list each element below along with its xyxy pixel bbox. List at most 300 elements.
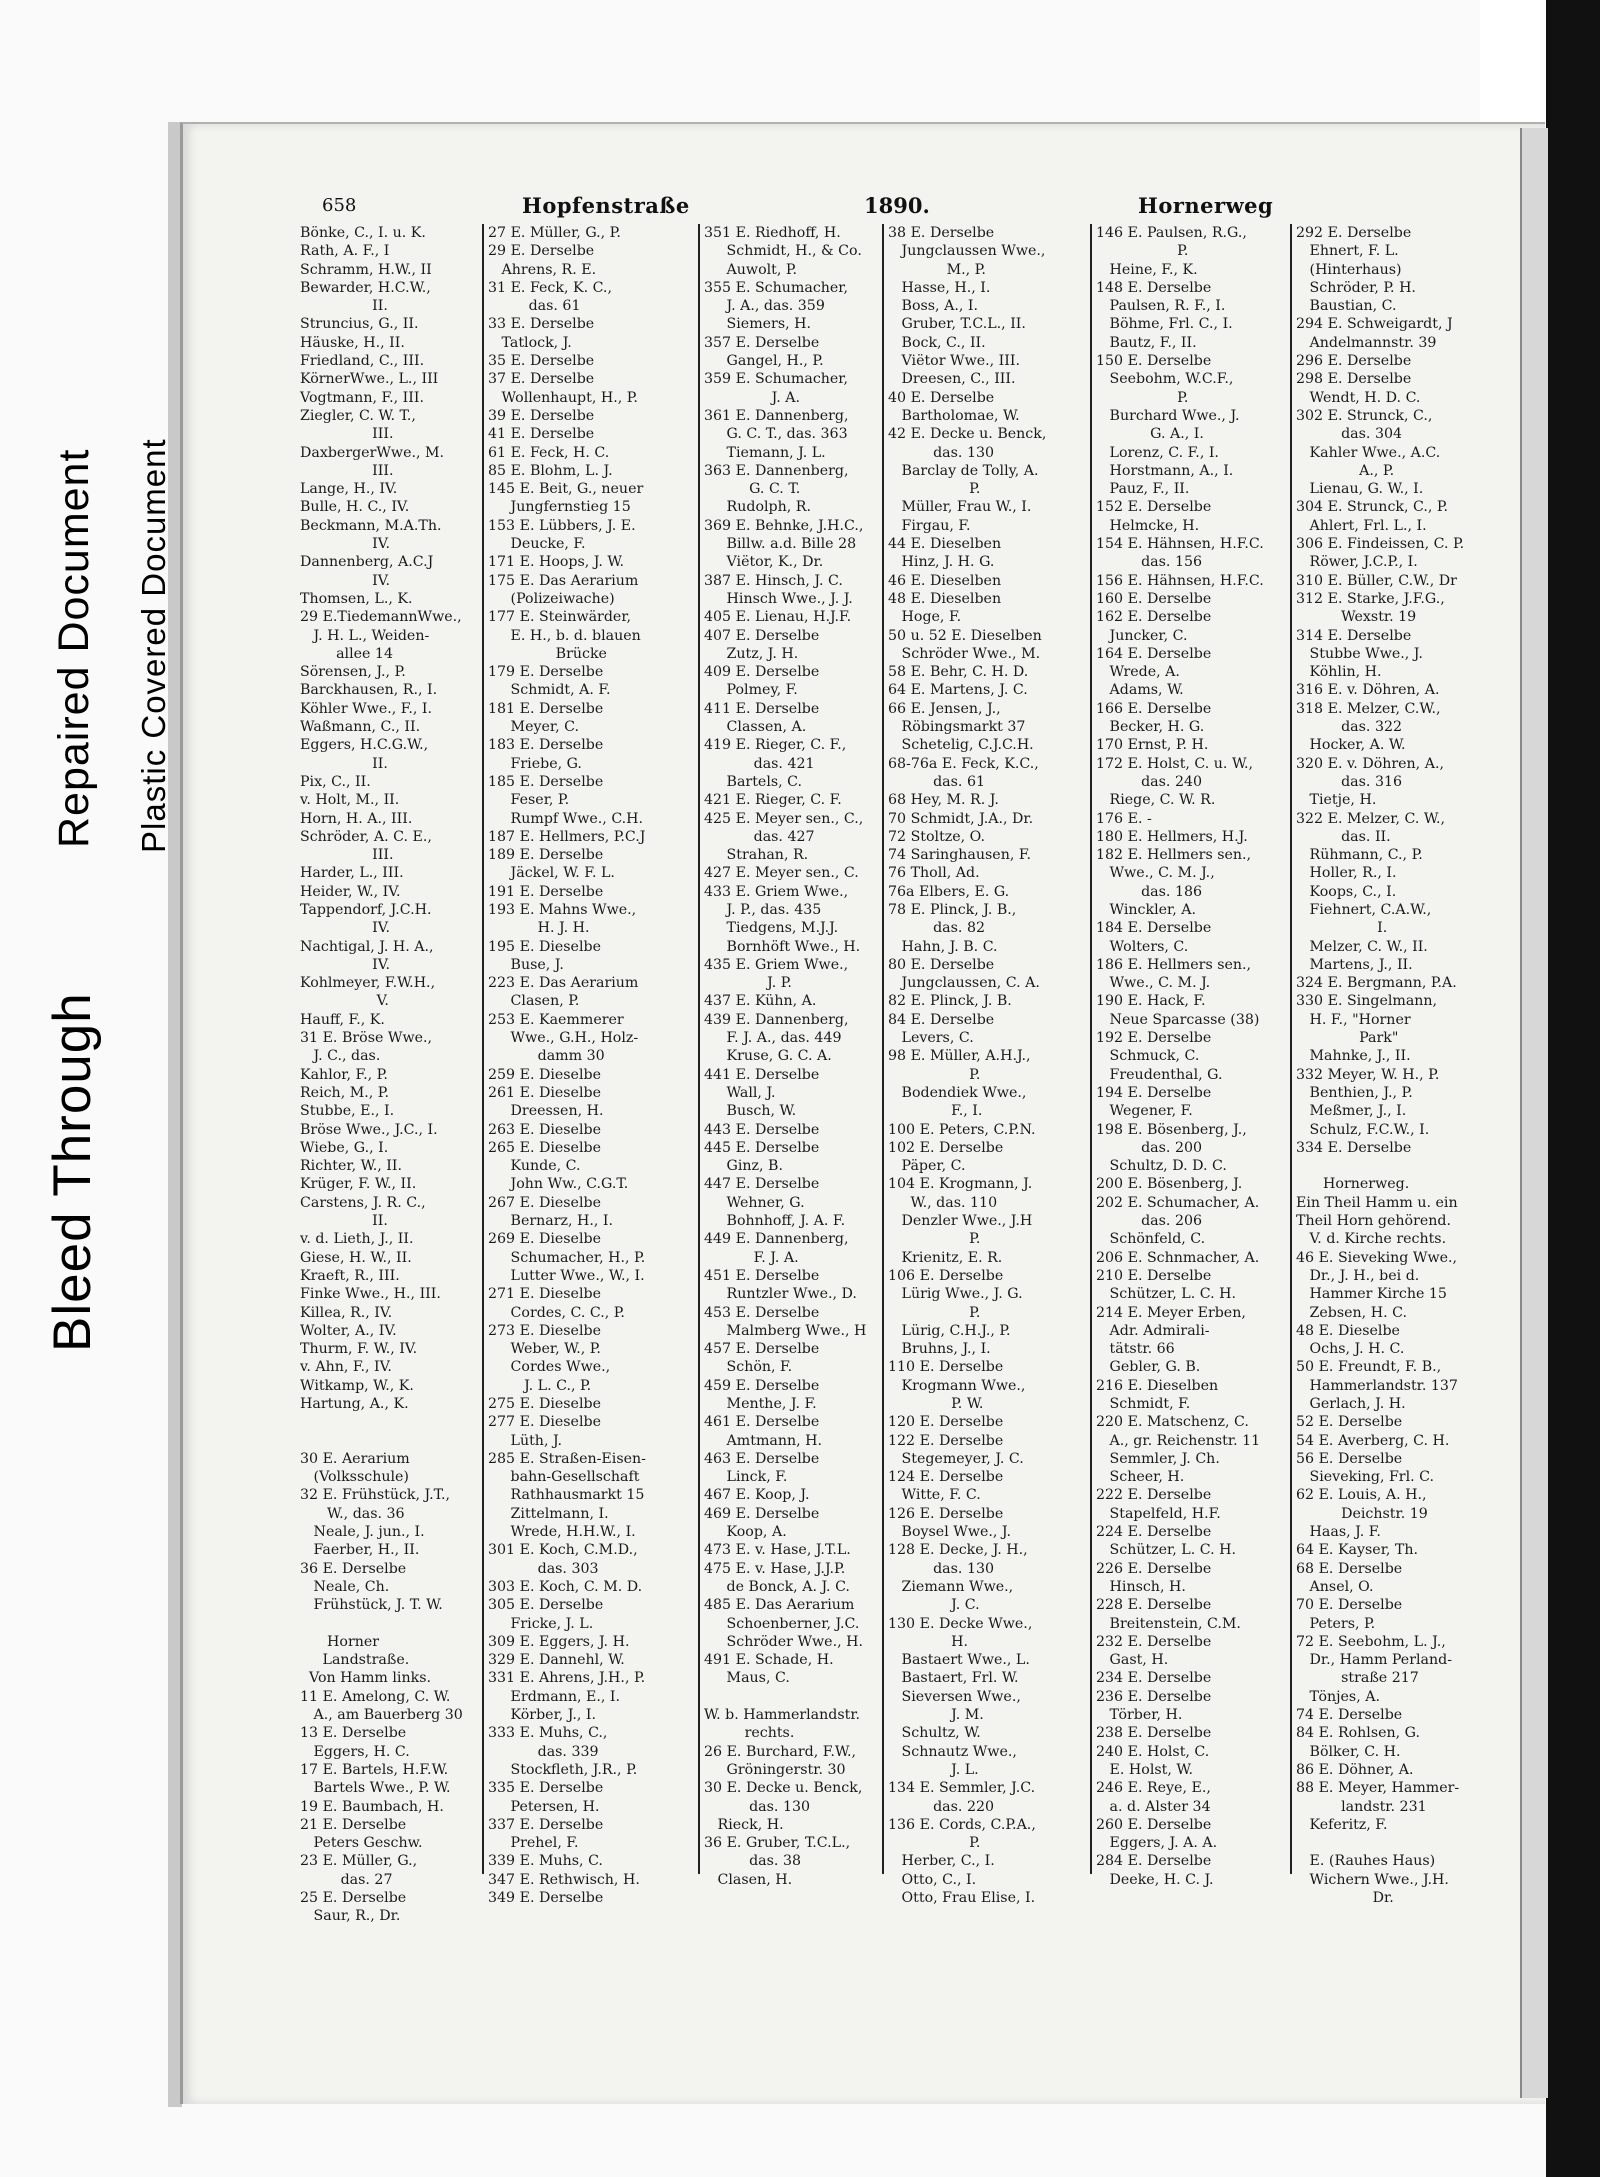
directory-entry: Deucke, F. [488, 536, 586, 553]
directory-entry: Bartels, C. [704, 773, 803, 790]
directory-entry: 184 E. Derselbe [1096, 920, 1212, 937]
directory-entry: 312 E. Starke, J.F.G., [1296, 590, 1445, 607]
directory-entry: 194 E. Derselbe [1096, 1084, 1212, 1101]
directory-entry: Schumacher, H., P. [488, 1249, 646, 1266]
directory-entry: Finke Wwe., H., III. [300, 1286, 441, 1303]
directory-entry: J. C. [888, 1597, 980, 1614]
directory-entry: 411 E. Derselbe [704, 700, 820, 717]
directory-entry: Schön, F. [704, 1359, 793, 1376]
directory-entry: 331 E. Ahrens, J.H., P. [488, 1670, 646, 1687]
directory-entry: v. Holt, M., II. [300, 792, 400, 809]
directory-entry: 146 E. Paulsen, R.G., [1096, 225, 1247, 241]
directory-entry: 86 E. Döhner, A. [1296, 1761, 1414, 1778]
directory-entry: Rühmann, C., P. [1296, 847, 1423, 864]
directory-entry: Wegener, F. [1096, 1103, 1193, 1120]
directory-entry: Schmuck, C. [1096, 1048, 1200, 1065]
directory-entry: Gröningerstr. 30 [704, 1761, 846, 1778]
directory-entry: 88 E. Meyer, Hammer- [1296, 1780, 1460, 1797]
directory-entry: 447 E. Derselbe [704, 1176, 820, 1193]
directory-entry: 70 Schmidt, J.A., Dr. [888, 810, 1034, 827]
directory-entry: Koops, C., I. [1296, 883, 1397, 900]
directory-entry: 238 E. Derselbe [1096, 1725, 1212, 1742]
directory-entry: Schmidt, F. [1096, 1396, 1191, 1412]
directory-entry: M., P. [888, 261, 986, 278]
directory-entry: 302 E. Strunck, C., [1296, 407, 1433, 424]
year-heading: 1890. [864, 193, 930, 218]
directory-entry: A., gr. Reichenstr. 11 [1096, 1432, 1261, 1449]
directory-entry: 361 E. Dannenberg, [704, 407, 849, 424]
directory-entry: 335 E. Derselbe [488, 1780, 604, 1797]
directory-entry: 36 E. Gruber, T.C.L., [704, 1835, 851, 1852]
directory-entry: 425 E. Meyer sen., C., [704, 810, 864, 827]
directory-entry: Peters Geschw. [300, 1835, 423, 1852]
directory-column-6 [1296, 224, 1464, 1907]
directory-entry: Zittelmann, I. [488, 1505, 609, 1522]
directory-entry: 39 E. Derselbe [488, 407, 595, 424]
column-divider [698, 224, 700, 1874]
directory-entry: 269 E. Dieselbe [488, 1231, 601, 1248]
directory-entry: 206 E. Schnmacher, A. [1096, 1249, 1260, 1266]
directory-entry: Bröse Wwe., J.C., I. [300, 1121, 438, 1138]
directory-entry: Kruse, G. C. A. [704, 1048, 832, 1065]
directory-entry: 347 E. Rethwisch, H. [488, 1871, 640, 1888]
directory-entry: Ginz, B. [704, 1158, 783, 1175]
directory-entry: Wehner, G. [704, 1194, 805, 1211]
directory-entry: Pauz, F., II. [1096, 481, 1190, 498]
directory-entry: 32 E. Frühstück, J.T., [300, 1487, 451, 1504]
directory-entry: das. II. [1296, 828, 1391, 845]
directory-entry: 475 E. v. Hase, J.J.P. [704, 1560, 846, 1577]
directory-entry: bahn-Gesellschaft [488, 1469, 640, 1486]
directory-entry [1296, 1157, 1464, 1175]
directory-entry: Prehel, F. [488, 1835, 579, 1852]
directory-entry: Bartels Wwe., P. W. [300, 1780, 451, 1797]
directory-entry: das. 427 [704, 828, 815, 845]
directory-entry: Lürig, C.H.J., P. [888, 1322, 1011, 1339]
directory-entry: 31 E. Bröse Wwe., [300, 1030, 433, 1047]
directory-entry: Giese, H. W., II. [300, 1249, 412, 1266]
directory-column-4 [888, 224, 1046, 1907]
directory-entry: J. P., das. 435 [704, 901, 822, 918]
directory-entry: Andelmannstr. 39 [1296, 334, 1437, 351]
directory-entry: Deichstr. 19 [1296, 1505, 1428, 1522]
directory-entry: Park" [1296, 1030, 1399, 1047]
directory-entry: Tiemann, J. L. [704, 444, 826, 461]
directory-entry: 68 E. Derselbe [1296, 1560, 1403, 1577]
directory-entry: 180 E. Hellmers, H.J. [1096, 828, 1248, 845]
directory-entry: 171 E. Hoops, J. W. [488, 554, 625, 571]
directory-entry: IV. [300, 920, 391, 937]
directory-entry: 84 E. Rohlsen, G. [1296, 1725, 1421, 1742]
directory-entry: Bönke, C., I. u. K. [300, 225, 426, 241]
directory-entry: 30 E. Aerarium [300, 1450, 410, 1467]
directory-entry: landstr. 231 [1296, 1798, 1427, 1815]
directory-entry: 50 u. 52 E. Dieselben [888, 627, 1042, 644]
directory-entry: Firgau, F. [888, 517, 971, 534]
directory-entry: Weber, W., P. [488, 1341, 601, 1358]
directory-entry: Dr., J. H., bei d. [1296, 1267, 1420, 1284]
directory-entry: 21 E. Derselbe [300, 1816, 407, 1833]
directory-entry: Sieveking, Frl. C. [1296, 1469, 1435, 1486]
directory-entry: Hoge, F. [888, 609, 962, 626]
directory-entry: Waßmann, C., II. [300, 719, 421, 736]
directory-entry: 491 E. Schade, H. [704, 1652, 834, 1669]
directory-entry: 170 Ernst, P. H. [1096, 737, 1209, 754]
directory-entry: 58 E. Behr, C. H. D. [888, 664, 1029, 681]
directory-entry: W., das. 110 [888, 1194, 998, 1211]
directory-entry: Boss, A., I. [888, 298, 978, 315]
directory-entry: Billw. a.d. Bille 28 [704, 536, 857, 553]
directory-entry: 30 E. Decke u. Benck, [704, 1780, 863, 1797]
directory-entry: Wiebe, G., I. [300, 1139, 389, 1156]
directory-entry: 25 E. Derselbe [300, 1890, 407, 1907]
page-gutter [1520, 128, 1548, 2098]
directory-entry: Zutz, J. H. [704, 645, 799, 662]
directory-entry: 232 E. Derselbe [1096, 1633, 1212, 1650]
directory-entry: 220 E. Matschenz, C. [1096, 1414, 1249, 1431]
directory-entry: Neale, J. jun., I. [300, 1524, 425, 1541]
directory-entry: Hornerweg. [1296, 1176, 1410, 1193]
directory-entry: 27 E. Müller, G., P. [488, 225, 621, 241]
directory-entry: Erdmann, E., I. [488, 1688, 620, 1705]
directory-entry: Bock, C., II. [888, 334, 986, 351]
directory-entry: Schnautz Wwe., [888, 1743, 1017, 1760]
directory-entry: Stapelfeld, H.F. [1096, 1505, 1221, 1522]
directory-entry: Bewarder, H.C.W., [300, 279, 431, 296]
directory-entry: H. [888, 1633, 969, 1650]
directory-entry: 439 E. Dannenberg, [704, 1011, 849, 1028]
directory-entry: 473 E. v. Hase, J.T.L. [704, 1542, 851, 1559]
directory-entry: Busch, W. [704, 1103, 797, 1120]
directory-entry: IV. [300, 536, 391, 553]
directory-entry: Päper, C. [888, 1158, 966, 1175]
directory-entry: Schulz, F.C.W., I. [1296, 1121, 1430, 1138]
directory-entry: 451 E. Derselbe [704, 1267, 820, 1284]
directory-entry: II. [300, 1213, 388, 1230]
directory-entry: 369 E. Behnke, J.H.C., [704, 517, 864, 534]
directory-entry: 298 E. Derselbe [1296, 371, 1412, 388]
directory-entry: Tatlock, J. [488, 334, 572, 351]
directory-entry: V. [300, 993, 389, 1010]
directory-entry: Jungfernstieg 15 [488, 499, 631, 516]
directory-entry: 126 E. Derselbe [888, 1505, 1004, 1522]
directory-entry: 150 E. Derselbe [1096, 353, 1212, 370]
directory-entry: das. 38 [704, 1853, 801, 1870]
directory-entry: 260 E. Derselbe [1096, 1816, 1212, 1833]
directory-entry: 449 E. Dannenberg, [704, 1231, 849, 1248]
directory-entry: Gast, H. [1096, 1652, 1169, 1669]
directory-entry: Barckhausen, R., I. [300, 682, 438, 699]
directory-entry: Schützer, L. C. H. [1096, 1286, 1236, 1303]
directory-entry: Rudolph, R. [704, 499, 811, 516]
directory-entry: 17 E. Bartels, H.F.W. [300, 1761, 449, 1778]
directory-entry: Jungclaussen Wwe., [888, 243, 1046, 260]
directory-entry: 66 E. Jensen, J., [888, 700, 1001, 717]
directory-entry: 100 E. Peters, C.P.N. [888, 1121, 1036, 1138]
directory-entry: Schmidt, A. F. [488, 682, 611, 699]
directory-entry: Tappendorf, J.C.H. [300, 901, 432, 918]
directory-entry: 185 E. Derselbe [488, 773, 604, 790]
directory-entry: 35 E. Derselbe [488, 353, 595, 370]
directory-entry: Dr. [1296, 1890, 1394, 1907]
directory-entry: 363 E. Dannenberg, [704, 462, 849, 479]
directory-entry: 305 E. Derselbe [488, 1597, 604, 1614]
directory-entry: Horstmann, A., I. [1096, 462, 1234, 479]
directory-entry: Tietje, H. [1296, 792, 1377, 809]
directory-entry: Schultz, D. D. C. [1096, 1158, 1227, 1175]
directory-entry: 40 E. Derselbe [888, 389, 995, 406]
directory-entry: 160 E. Derselbe [1096, 590, 1212, 607]
directory-entry: 177 E. Steinwärder, [488, 609, 632, 626]
directory-entry: v. Ahn, F., IV. [300, 1359, 392, 1376]
directory-entry: Bölker, C. H. [1296, 1743, 1401, 1760]
directory-entry: III. [300, 426, 394, 443]
directory-entry: 190 E. Hack, F. [1096, 993, 1206, 1010]
directory-entry: 443 E. Derselbe [704, 1121, 820, 1138]
directory-entry: P. [888, 1835, 981, 1852]
directory-entry: J. M. [888, 1707, 984, 1724]
directory-entry: Krogmann Wwe., [888, 1377, 1026, 1394]
directory-entry: Meyer, C. [488, 719, 579, 736]
directory-column-5 [1096, 224, 1264, 1889]
street-heading-right: Hornerweg [1138, 193, 1274, 218]
directory-entry: Linck, F. [704, 1469, 788, 1486]
directory-entry: 318 E. Melzer, C.W., [1296, 700, 1441, 717]
directory-entry: V. d. Kirche rechts. [1296, 1231, 1447, 1248]
directory-entry: Winckler, A. [1096, 901, 1197, 918]
directory-entry: Bernarz, H., I. [488, 1213, 614, 1230]
directory-entry: 463 E. Derselbe [704, 1450, 820, 1467]
directory-entry: das. 303 [488, 1560, 599, 1577]
directory-entry: A., am Bauerberg 30 [300, 1707, 463, 1724]
directory-entry: Classen, A. [704, 719, 807, 736]
directory-entry: G. A., I. [1096, 426, 1204, 443]
directory-entry: 292 E. Derselbe [1296, 225, 1412, 241]
directory-entry: Krüger, F. W., II. [300, 1176, 417, 1193]
directory-entry: 110 E. Derselbe [888, 1359, 1004, 1376]
directory-entry: Maus, C. [704, 1670, 790, 1687]
directory-entry: 134 E. Semmler, J.C. [888, 1780, 1036, 1797]
directory-entry: 48 E. Dieselben [888, 590, 1002, 607]
directory-entry: Böhme, Frl. C., I. [1096, 316, 1233, 333]
directory-entry: Wrede, A. [1096, 664, 1180, 681]
directory-entry: Meßmer, J., I. [1296, 1103, 1407, 1120]
directory-entry: Amtmann, H. [704, 1432, 823, 1449]
directory-entry: 78 E. Plinck, J. B., [888, 901, 1017, 918]
directory-entry: J. A. [704, 389, 801, 406]
directory-entry: straße 217 [1296, 1670, 1419, 1687]
directory-entry: Gangel, H., P. [704, 353, 824, 370]
directory-entry: 68 Hey, M. R. J. [888, 792, 999, 809]
directory-entry: Von Hamm links. [300, 1670, 431, 1687]
directory-entry: 33 E. Derselbe [488, 316, 595, 333]
directory-entry: Zebsen, H. C. [1296, 1304, 1407, 1321]
directory-column-2 [488, 224, 646, 1907]
directory-entry: Ochs, J. H. C. [1296, 1341, 1405, 1358]
directory-entry: Schröder, P. H. [1296, 279, 1416, 296]
page-number: 658 [322, 195, 357, 216]
directory-entry: Paulsen, R. F., I. [1096, 298, 1226, 315]
directory-entry: Tiedgens, M.J.J. [704, 920, 839, 937]
directory-entry: III. [300, 462, 394, 479]
directory-entry: G. C. T. [704, 481, 801, 498]
directory-entry: Jungclaussen, C. A. [888, 975, 1040, 992]
directory-entry: das. 82 [888, 920, 985, 937]
directory-entry: das. 316 [1296, 773, 1403, 790]
directory-entry: das. 220 [888, 1798, 995, 1815]
directory-entry: 240 E. Holst, C. [1096, 1743, 1210, 1760]
directory-entry: 263 E. Dieselbe [488, 1121, 601, 1138]
directory-entry: P. [888, 1304, 981, 1321]
directory-entry: Adr. Admirali- [1096, 1322, 1210, 1339]
directory-entry: 148 E. Derselbe [1096, 279, 1212, 296]
directory-entry: E. Holst, W. [1096, 1761, 1193, 1778]
directory-entry: Häuske, H., II. [300, 334, 405, 351]
directory-entry: 330 E. Singelmann, [1296, 993, 1438, 1010]
directory-entry: Struncius, G., II. [300, 316, 419, 333]
directory-entry: a. d. Alster 34 [1096, 1798, 1211, 1815]
directory-entry: Malmberg Wwe., H [704, 1322, 867, 1339]
directory-entry: 72 Stoltze, O. [888, 828, 985, 845]
directory-entry: 457 E. Derselbe [704, 1341, 820, 1358]
directory-entry: P. [1096, 389, 1189, 406]
directory-entry: Levers, C. [888, 1030, 974, 1047]
directory-entry: IV. [300, 572, 391, 589]
directory-entry: P. [888, 1231, 981, 1248]
directory-entry: G. C. T., das. 363 [704, 426, 848, 443]
directory-entry: 309 E. Eggers, J. H. [488, 1633, 630, 1650]
directory-entry: Friedland, C., III. [300, 353, 425, 370]
directory-entry: Gerlach, J. H. [1296, 1396, 1406, 1412]
directory-entry: rechts. [704, 1725, 795, 1742]
directory-entry: Otto, Frau Elise, I. [888, 1890, 1036, 1907]
directory-entry: 349 E. Derselbe [488, 1890, 604, 1907]
directory-entry: 136 E. Cords, C.P.A., [888, 1816, 1036, 1833]
column-divider [482, 224, 484, 1874]
directory-entry: (Polizeiwache) [488, 590, 615, 607]
column-divider [1090, 224, 1092, 1874]
directory-entry: Schönfeld, C. [1096, 1231, 1206, 1248]
directory-entry: 193 E. Mahns Wwe., [488, 901, 637, 918]
directory-entry: Wexstr. 19 [1296, 609, 1417, 626]
directory-entry: 275 E. Dieselbe [488, 1396, 601, 1412]
directory-entry: Wichern Wwe., J.H. [1296, 1871, 1449, 1888]
directory-entry: Stockfleth, J.R., P. [488, 1761, 638, 1778]
directory-entry: 187 E. Hellmers, P.C.J [488, 828, 646, 845]
directory-entry: 46 E. Dieselben [888, 572, 1002, 589]
directory-entry: 314 E. Derselbe [1296, 627, 1412, 644]
column-divider [1290, 224, 1292, 1874]
directory-entry: 273 E. Dieselbe [488, 1322, 601, 1339]
directory-entry: 435 E. Griem Wwe., [704, 956, 849, 973]
directory-entry: Clasen, P. [488, 993, 580, 1010]
directory-entry: Brücke [488, 645, 607, 662]
directory-entry: 259 E. Dieselbe [488, 1066, 601, 1083]
directory-entry: 128 E. Decke, J. H., [888, 1542, 1028, 1559]
directory-entry: 156 E. Hähnsen, H.F.C. [1096, 572, 1264, 589]
directory-entry: v. d. Lieth, J., II. [300, 1231, 414, 1248]
directory-entry: 84 E. Derselbe [888, 1011, 995, 1028]
directory-entry: 23 E. Müller, G., [300, 1853, 418, 1870]
directory-entry: 29 E.TiedemannWwe., [300, 609, 462, 626]
directory-entry: das. 206 [1096, 1213, 1203, 1230]
directory-entry: Feser, P. [488, 792, 570, 809]
directory-entry: Herber, C., I. [888, 1853, 995, 1870]
directory-entry: 166 E. Derselbe [1096, 700, 1212, 717]
directory-entry: Krienitz, E. R. [888, 1249, 1003, 1266]
directory-entry: Stubbe Wwe., J. [1296, 645, 1423, 662]
directory-entry: 176 E. - [1096, 810, 1152, 827]
directory-entry: 172 E. Holst, C. u. W., [1096, 755, 1254, 772]
directory-entry [1296, 1834, 1464, 1852]
directory-entry: 332 Meyer, W. H., P. [1296, 1066, 1440, 1083]
directory-entry: Wrede, H.H.W., I. [488, 1524, 636, 1541]
directory-entry: 253 E. Kaemmerer [488, 1011, 624, 1028]
directory-entry: 61 E. Feck, H. C. [488, 444, 610, 461]
directory-entry: das. 240 [1096, 773, 1203, 790]
directory-entry: J. C., das. [300, 1048, 381, 1065]
directory-entry: das. 200 [1096, 1139, 1203, 1156]
directory-entry: 271 E. Dieselbe [488, 1286, 601, 1303]
directory-entry: 214 E. Meyer Erben, [1096, 1304, 1246, 1321]
directory-entry: 210 E. Derselbe [1096, 1267, 1212, 1284]
directory-entry: DaxbergerWwe., M. [300, 444, 445, 461]
directory-entry: Wall, J. [704, 1084, 776, 1101]
directory-entry: 419 E. Rieger, C. F., [704, 737, 847, 754]
directory-entry: damm 30 [488, 1048, 605, 1065]
directory-entry: Kunde, C. [488, 1158, 581, 1175]
directory-entry: Fiehnert, C.A.W., [1296, 901, 1432, 918]
directory-entry: II. [300, 755, 388, 772]
directory-entry: 41 E. Derselbe [488, 426, 595, 443]
directory-entry: Barclay de Tolly, A. [888, 462, 1039, 479]
directory-entry: Schetelig, C.J.C.H. [888, 737, 1034, 754]
directory-entry: Becker, H. G. [1096, 719, 1205, 736]
directory-entry: 224 E. Derselbe [1096, 1524, 1212, 1541]
directory-entry: Hinz, J. H. G. [888, 554, 995, 571]
directory-entry: Ein Theil Hamm u. ein [1296, 1194, 1458, 1211]
directory-entry: 26 E. Burchard, F.W., [704, 1743, 856, 1760]
directory-entry: 301 E. Koch, C.M.D., [488, 1542, 638, 1559]
directory-entry: Pix, C., II. [300, 773, 371, 790]
directory-entry: 98 E. Müller, A.H.J., [888, 1048, 1031, 1065]
directory-entry: I. [1296, 920, 1388, 937]
directory-entry: H. J. H. [488, 920, 590, 937]
directory-entry: das. 322 [1296, 719, 1403, 736]
directory-entry: Bastaert, Frl. W. [888, 1670, 1019, 1687]
directory-entry: 202 E. Schumacher, A. [1096, 1194, 1260, 1211]
directory-entry: Bodendiek Wwe., [888, 1084, 1027, 1101]
directory-entry: Dreesen, C., III. [888, 371, 1016, 388]
directory-entry: 145 E. Beit, G., neuer [488, 481, 644, 498]
directory-entry: 182 E. Hellmers sen., [1096, 847, 1252, 864]
directory-entry: Schützer, L. C. H. [1096, 1542, 1236, 1559]
directory-entry: das. 27 [300, 1871, 393, 1888]
directory-entry: Heine, F., K. [1096, 261, 1198, 278]
directory-entry: III. [300, 847, 394, 864]
directory-entry: 355 E. Schumacher, [704, 279, 849, 296]
directory-entry: 461 E. Derselbe [704, 1414, 820, 1431]
directory-entry: 48 E. Dieselbe [1296, 1322, 1400, 1339]
directory-entry: Keferitz, F. [1296, 1816, 1388, 1833]
directory-entry: Viëtor Wwe., III. [888, 353, 1020, 370]
directory-entry: Schultz, W. [888, 1725, 981, 1742]
directory-entry: P. [888, 481, 981, 498]
directory-entry: 407 E. Derselbe [704, 627, 820, 644]
directory-entry: J. L. [888, 1761, 979, 1778]
directory-entry: 56 E. Derselbe [1296, 1450, 1403, 1467]
directory-entry: das. 130 [888, 1560, 995, 1577]
